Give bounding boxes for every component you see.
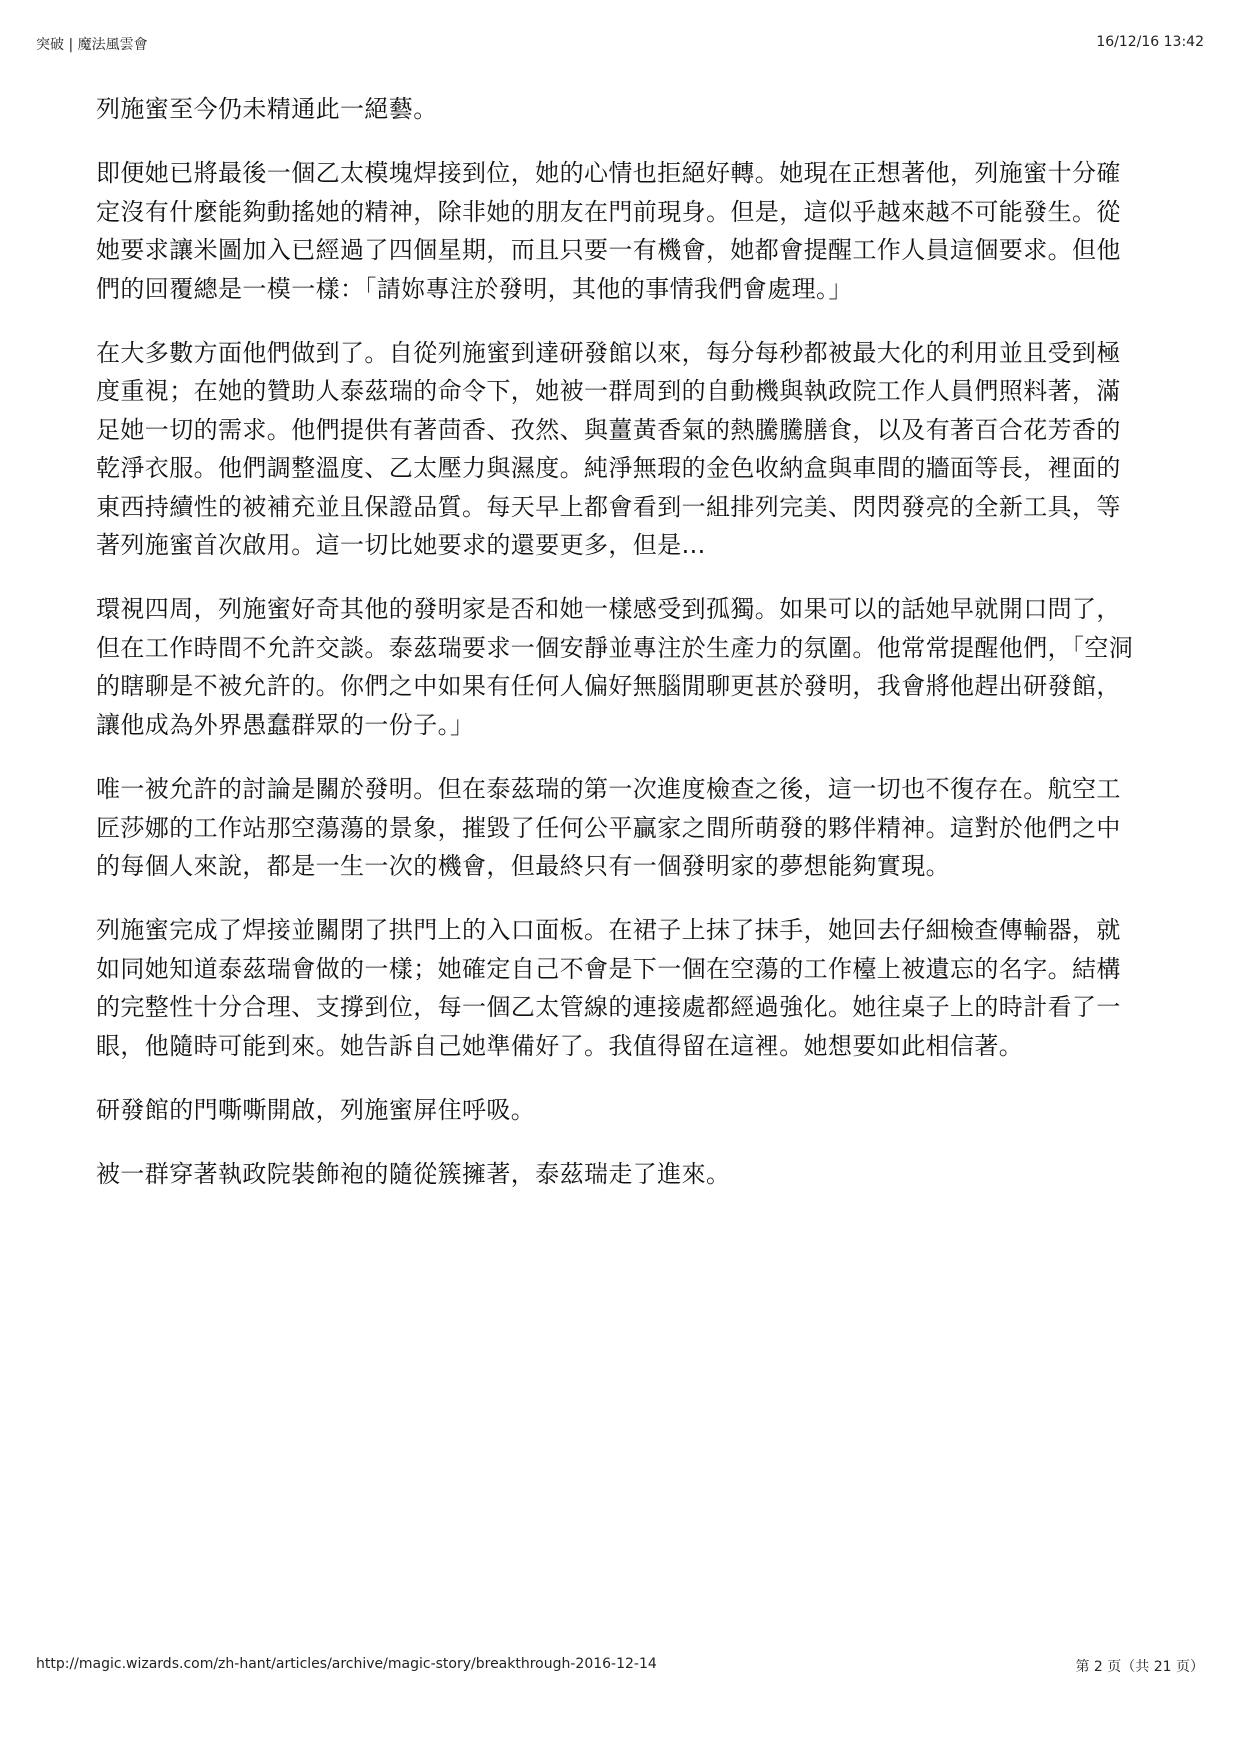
paragraph: 在大多數方面他們做到了。自從列施蜜到達研發館以來，每分每秒都被最大化的利用並且受到極度重視；在她的贊助人泰茲瑞的命令下，她被一群周到的自動機與執政院工作人員們照料著，滿足她一切的需求。他們提供有著茴香、孜然、與薑黃香氣的熱騰騰膳食，以及有著百合花芳香的乾淨衣服。他們調整溫度、乙太壓力與濕度。純淨無瑕的金色收納盒與車間的牆面等長，裡面的東西持續性的被補充並且保證品質。每天早上都會看到一組排列完美、閃閃發亮的全新工具，等著列施蜜首次啟用。這一切比她要求的還要更多，但是... [96,339,1121,560]
page-number: 第 2 页（共 21 页） [1075,1659,1204,1675]
paragraph: 列施蜜至今仍未精通此一絕藝。 [96,95,438,123]
print-timestamp: 16/12/16 13:42 [1096,34,1204,50]
document-title: 突破 | 魔法風雲會 [36,37,148,53]
paragraph: 環視四周，列施蜜好奇其他的發明家是否和她一樣感受到孤獨。如果可以的話她早就開口問了，但在工作時間不允許交談。泰茲瑞要求一個安靜並專注於生產力的氛圍。他常常提醒他們，「空洞的瞎聊是不被允許的。你們之中如果有任何人偏好無腦閒聊更甚於發明，我會將他趕出研發館，讓他成為外界愚蠢群眾的一份子。」 [96,595,1134,739]
paragraph: 即便她已將最後一個乙太模塊焊接到位，她的心情也拒絕好轉。她現在正想著他，列施蜜十分確定沒有什麼能夠動搖她的精神，除非她的朋友在門前現身。但是，這似乎越來越不可能發生。從她要求讓米圖加入已經過了四個星期，而且只要一有機會，她都會提醒工作人員這個要求。但他們的回覆總是一模一樣：「請妳專注於發明，其他的事情我們會處理。」 [96,159,1121,303]
source-url: http://magic.wizards.com/zh-hant/articles/archive/magic-story/breakthrough-2016-12-14 [36,1656,657,1672]
paragraph: 唯一被允許的討論是關於發明。但在泰茲瑞的第一次進度檢查之後，這一切也不復存在。航空工匠莎娜的工作站那空蕩蕩的景象，摧毀了任何公平贏家之間所萌發的夥伴精神。這對於他們之中的每個人來說，都是一生一次的機會，但最終只有一個發明家的夢想能夠實現。 [96,775,1121,880]
paragraph: 研發館的門嘶嘶開啟，列施蜜屏住呼吸。 [96,1095,536,1124]
paragraph: 列施蜜完成了焊接並關閉了拱門上的入口面板。在裙子上抹了抹手，她回去仔細檢查傳輸器，就如同她知道泰茲瑞會做的一樣；她確定自己不會是下一個在空蕩的工作檯上被遺忘的名字。結構的完整性十分合理、支撐到位，每一個乙太管線的連接處都經過強化。她往桌子上的時計看了一眼，他隨時可能到來。她告訴自己她準備好了。我值得留在這裡。她想要如此相信著。 [96,916,1121,1060]
article-body [96,90,1144,1220]
print-header [36,34,1204,56]
print-footer [36,1656,1204,1678]
paragraph: 被一群穿著執政院裝飾袍的隨從簇擁著，泰茲瑞走了進來。 [96,1160,731,1189]
